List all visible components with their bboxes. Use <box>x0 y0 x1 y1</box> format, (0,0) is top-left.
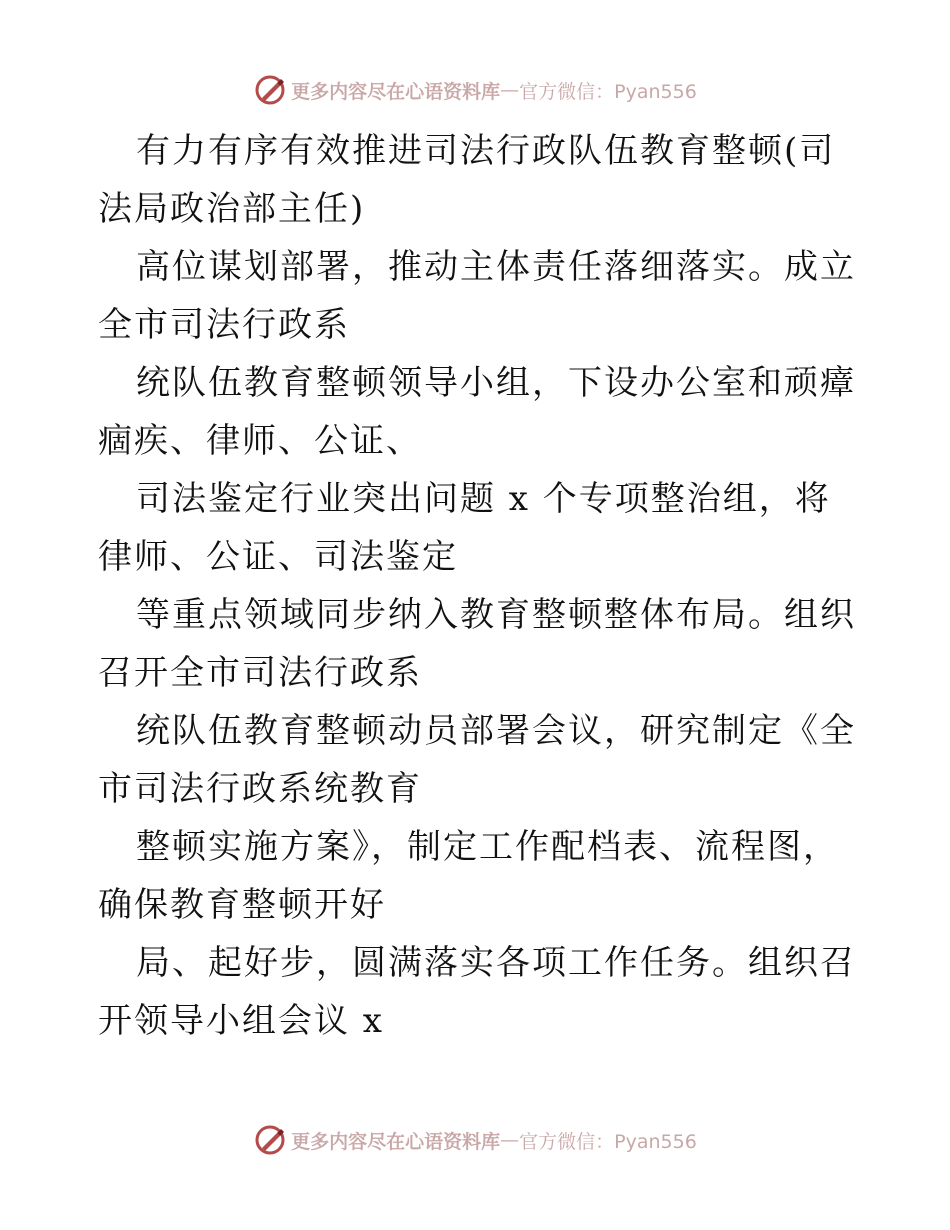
header-contact-text: 官方微信：Pyan556 <box>519 80 697 103</box>
brush-seal-icon <box>253 73 287 107</box>
footer-contact-text: 官方微信：Pyan556 <box>519 1130 697 1153</box>
header-brand-text: 更多内容尽在心语资料库 <box>291 80 501 103</box>
paragraph: 高位谋划部署，推动主体责任落细落实。成立全市司法行政系 <box>98 247 856 345</box>
brush-seal-icon <box>253 1123 287 1157</box>
document-body <box>98 122 858 1050</box>
header-banner <box>0 70 950 110</box>
paragraph: 局、起好步，圆满落实各项工作任务。组织召开领导小组会议 x <box>98 943 856 1041</box>
paragraph: 司法鉴定行业突出问题 x 个专项整治组，将律师、公证、司法鉴定 <box>98 479 831 577</box>
paragraph: 统队伍教育整顿领导小组，下设办公室和顽瘴痼疾、律师、公证、 <box>98 363 856 461</box>
footer-dash: — <box>500 1129 520 1151</box>
paragraph-title: 有力有序有效推进司法行政队伍教育整顿(司法局政治部主任) <box>98 131 836 229</box>
paragraph: 统队伍教育整顿动员部署会议，研究制定《全市司法行政系统教育 <box>98 711 856 809</box>
header-dash: — <box>500 79 520 101</box>
footer-brand-text: 更多内容尽在心语资料库 <box>291 1130 501 1153</box>
paragraph: 等重点领域同步纳入教育整顿整体布局。组织召开全市司法行政系 <box>98 595 856 693</box>
paragraph: 整顿实施方案》，制定工作配档表、流程图，确保教育整顿开好 <box>98 827 839 925</box>
footer-banner <box>0 1120 950 1160</box>
